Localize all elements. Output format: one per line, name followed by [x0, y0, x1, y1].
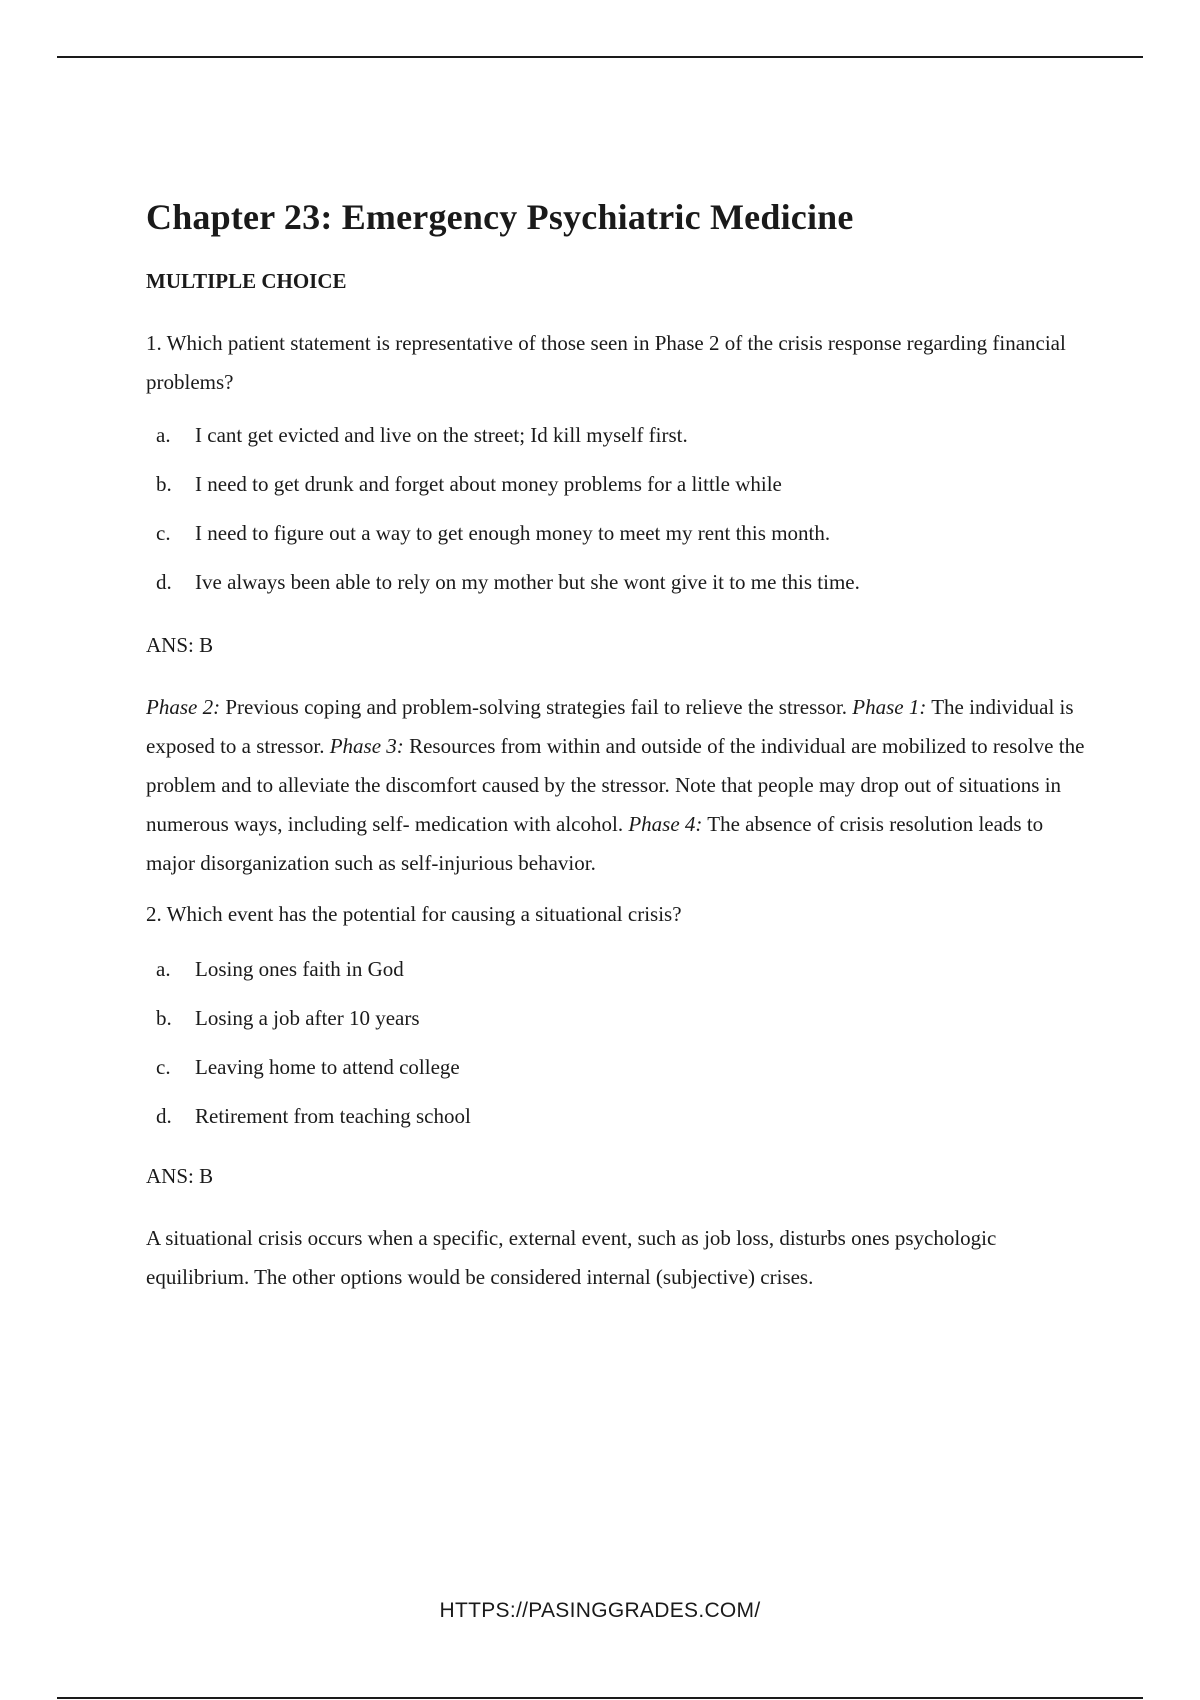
rationale-text: Resources from within and outside of the individual are mobilized to resolve the problem and to alleviate the discomfort caused by the stressor. Note that people may drop out of situations in numerous ways, including self- medication with alcohol. [146, 734, 1085, 836]
question-1-text: 1. Which patient statement is representative of those seen in Phase 2 of the crisis response regarding financial problems? [146, 331, 1066, 394]
question-2-options [146, 954, 1096, 1131]
section-heading: MULTIPLE CHOICE [146, 269, 347, 293]
rationale-text: The individual is exposed to a stressor. [146, 695, 1074, 758]
option-letter: d. [156, 1104, 172, 1128]
question-1-answer: ANS: B [146, 633, 214, 657]
page-content [146, 190, 1096, 1297]
option-text: Retirement from teaching school [195, 1104, 471, 1128]
question-1-rationale [146, 688, 1096, 883]
option-text: I need to get drunk and forget about money problems for a little while [195, 472, 782, 496]
rationale-text: A situational crisis occurs when a specific, external event, such as job loss, disturbs ones psychologic equilibrium. The other options would be considered internal (subjective) crises. [146, 1226, 997, 1289]
option-text: Leaving home to attend college [195, 1055, 460, 1079]
rationale-phase-label: Phase 3: [329, 734, 404, 758]
option-item [146, 1101, 1096, 1131]
option-letter: d. [156, 570, 172, 594]
option-text: I need to figure out a way to get enough money to meet my rent this month. [195, 521, 831, 545]
option-item [146, 420, 1096, 450]
option-letter: c. [156, 1055, 171, 1079]
question-2-rationale [146, 1219, 1096, 1297]
option-text: I cant get evicted and live on the street; Id kill myself first. [195, 423, 688, 447]
option-letter: b. [156, 472, 172, 496]
option-item [146, 1003, 1096, 1033]
rationale-text: Previous coping and problem-solving strategies fail to relieve the stressor. [220, 695, 853, 719]
rationale-phase-label: Phase 4: [628, 812, 703, 836]
option-text: Losing a job after 10 years [195, 1006, 420, 1030]
option-item [146, 518, 1096, 548]
rationale-phase-label: Phase 2: [146, 695, 221, 719]
option-item [146, 1052, 1096, 1082]
rationale-phase-label: Phase 1: [852, 695, 927, 719]
option-text: Ive always been able to rely on my mother but she wont give it to me this time. [195, 570, 860, 594]
question-2-text: 2. Which event has the potential for causing a situational crisis? [146, 902, 682, 926]
question-2-answer: ANS: B [146, 1164, 214, 1188]
option-item [146, 469, 1096, 499]
rationale-text: The absence of crisis resolution leads to major disorganization such as self-injurious behavior. [146, 812, 1044, 875]
chapter-title: Chapter 23: Emergency Psychiatric Medicine [146, 197, 854, 237]
option-letter: a. [156, 423, 171, 447]
top-rule [57, 56, 1143, 58]
footer-url: HTTPS://PASINGGRADES.COM/ [439, 1599, 761, 1622]
option-letter: c. [156, 521, 171, 545]
bottom-rule [57, 1697, 1143, 1699]
option-item [146, 567, 1096, 597]
option-letter: a. [156, 957, 171, 981]
option-text: Losing ones faith in God [195, 957, 404, 981]
option-item [146, 954, 1096, 984]
option-letter: b. [156, 1006, 172, 1030]
question-1-options [146, 420, 1096, 597]
